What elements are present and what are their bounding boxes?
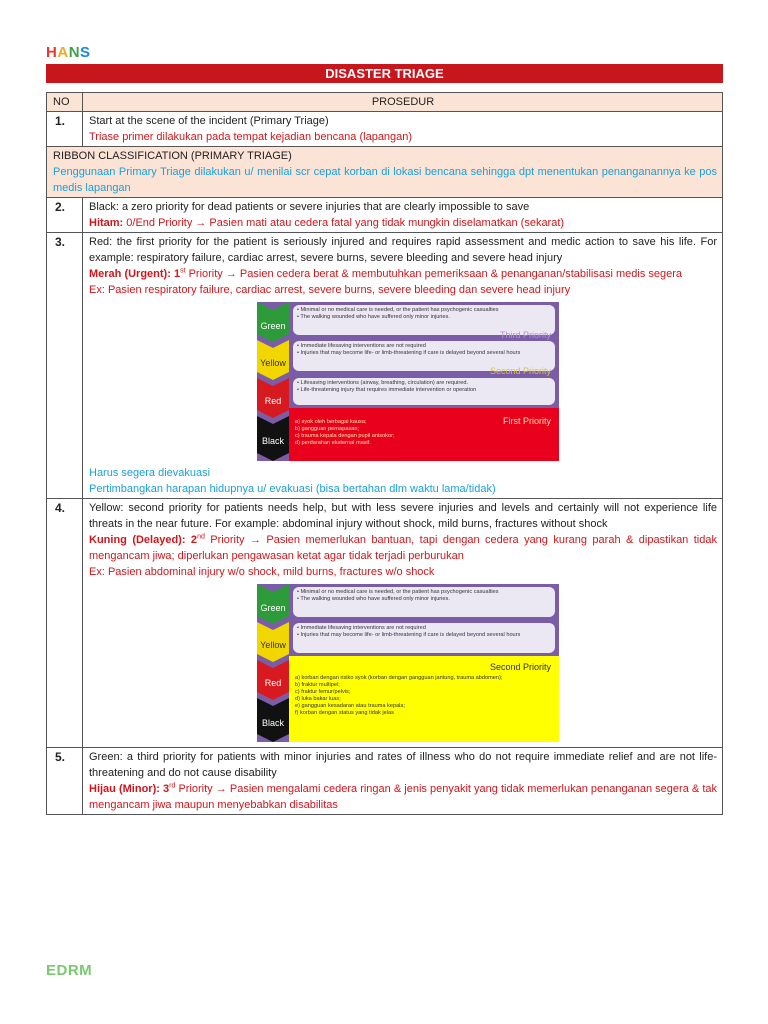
yellow-criteria xyxy=(293,623,555,653)
criteria-line: e) gangguan kesadaran atau trauma kepala; xyxy=(295,703,406,709)
row-en-text: Black: a zero priority for dead patients or severe injuries that are clearly impossible to save xyxy=(89,201,530,213)
table-row xyxy=(47,198,723,233)
row-content xyxy=(83,198,723,233)
row-note: Pertimbangkan harapan hidupnya u/ evakuasi (bisa bertahan dlm waktu lama/tidak) xyxy=(89,483,496,495)
col-no-header: NO xyxy=(47,93,83,112)
priority-ordinal-suffix: rd xyxy=(169,782,176,790)
table-row xyxy=(47,112,723,147)
row-id-text xyxy=(89,266,717,282)
logo-letter: H xyxy=(46,44,58,61)
row-en-text: Red: the first priority for the patient is seriously injured and requires rapid assessment and medic action to save his life. For example: respiratory failure, cardiac arrest, severe burns, severe bleeding and severe head injury xyxy=(89,236,717,264)
row-content xyxy=(83,233,723,499)
triage-image-first-priority xyxy=(257,302,559,461)
priority-ordinal-suffix: st xyxy=(180,267,186,275)
priority-label: Merah (Urgent): xyxy=(89,268,171,280)
ribbon-cell xyxy=(47,147,723,198)
ribbon-title: RIBBON CLASSIFICATION (PRIMARY TRIAGE) xyxy=(53,150,292,162)
row-number: 4. xyxy=(47,499,83,748)
priority-label: Hijau (Minor): xyxy=(89,783,160,795)
label-green: Green xyxy=(260,603,286,613)
table-row xyxy=(47,499,723,748)
priority-desc: Priority → Pasien cedera berat & membutuhkan pemeriksaan & penanganan/stabilisasi medis segera xyxy=(185,268,683,280)
second-priority-label: Second Priority xyxy=(489,366,551,376)
logo-letter: A xyxy=(57,44,69,61)
row-en-text: Start at the scene of the incident (Primary Triage) xyxy=(89,115,329,127)
third-priority-label: Third Priority xyxy=(499,330,551,340)
criteria-line: a) korban dengan risiko syok (korban dengan gangguan jantung, trauma abdomen); xyxy=(295,675,503,681)
second-priority-label: Second Priority xyxy=(489,662,551,672)
criteria-line: • The walking wounded who have suffered only minor injuries. xyxy=(297,596,450,602)
criteria-line: • Minimal or no medical care is needed, or the patient has psychogenic casualties xyxy=(297,589,499,595)
row-en-text: Green: a third priority for patients with minor injuries and rates of illness who do not require immediate relief and are not life-threatening and do not cause disability xyxy=(89,751,717,779)
priority-ordinal-suffix: nd xyxy=(197,533,205,541)
criteria-line: d) perdarahan eksternal masif. xyxy=(295,440,371,446)
criteria-line: d) luka bakar luas; xyxy=(295,696,341,702)
hans-logo xyxy=(46,44,91,61)
ribbon-desc: Penggunaan Primary Triage dilakukan u/ menilai scr cepat korban di lokasi bencana sehingga dpt menentukan penanganannya ke pos medis lapangan xyxy=(53,166,717,194)
row-content xyxy=(83,748,723,815)
priority-ordinal: 1 xyxy=(170,268,181,280)
row-en-text: Yellow: second priority for patients needs help, but with less severe injuries and levels and certainly will not experience life threats in the near future. For example: abdominal injury without shock, mild burns, fractures without shock xyxy=(89,502,717,530)
page-title: DISASTER TRIAGE xyxy=(46,64,723,83)
table-header xyxy=(47,93,723,112)
criteria-line: • The walking wounded who have suffered only minor injuries. xyxy=(297,314,450,320)
red-criteria xyxy=(293,378,555,405)
label-yellow: Yellow xyxy=(260,640,286,650)
row-id-text xyxy=(89,215,717,231)
criteria-line: f) korban dengan status yang tidak jelas xyxy=(295,710,394,716)
criteria-line: • Injuries that may become life- or limb-threatening if care is delayed beyond several hours xyxy=(297,350,521,356)
criteria-line: • Injuries that may become life- or limb-threatening if care is delayed beyond several hours xyxy=(297,632,521,638)
row-number: 3. xyxy=(47,233,83,499)
criteria-line: b) fraktur multipel; xyxy=(295,682,340,688)
row-number: 1. xyxy=(47,112,83,147)
priority-ordinal: 3 xyxy=(159,783,170,795)
row-example: Ex: Pasien abdominal injury w/o shock, mild burns, fractures w/o shock xyxy=(89,566,435,578)
logo-letter: S xyxy=(80,44,91,61)
criteria-line: c) fraktur femur/pelvis; xyxy=(295,689,351,695)
row-number: 5. xyxy=(47,748,83,815)
label-black: Black xyxy=(261,718,284,728)
label-black: Black xyxy=(261,436,284,446)
triage-image-second-priority xyxy=(257,584,559,742)
criteria-line: • Life-threatening injury that requires immediate intervention or operation xyxy=(297,387,477,393)
row-id-text xyxy=(89,781,717,813)
priority-desc: Priority → Pasien memerlukan bantuan, tapi dengan cedera yang kurang parah & dipastikan tidak mengancam jiwa; diperlukan pengawasan ketat agar tidak terjadi perburukan xyxy=(89,534,717,562)
logo-letter: N xyxy=(68,44,81,61)
row-note: Harus segera dievakuasi xyxy=(89,467,211,479)
label-yellow: Yellow xyxy=(260,358,286,368)
label-green: Green xyxy=(260,321,286,331)
row-content xyxy=(83,499,723,748)
row-example: Ex: Pasien respiratory failure, cardiac arrest, severe burns, severe bleeding dan severe head injury xyxy=(89,284,571,296)
col-proc-header: PROSEDUR xyxy=(83,93,723,112)
priority-desc: 0/End Priority → Pasien mati atau cedera fatal yang tidak mungkin diselamatkan (sekarat) xyxy=(123,217,565,229)
row-id-text: Triase primer dilakukan pada tempat kejadian bencana (lapangan) xyxy=(89,131,413,143)
label-red: Red xyxy=(264,678,282,688)
priority-ordinal: 2 xyxy=(185,534,198,546)
edrm-footer-logo: EDRM xyxy=(46,962,93,979)
green-criteria xyxy=(293,587,555,617)
first-priority-label: First Priority xyxy=(503,416,551,426)
criteria-line: • Immediate lifesaving interventions are not required xyxy=(297,625,426,631)
label-red: Red xyxy=(264,396,282,406)
row-id-text xyxy=(89,532,717,564)
row-number: 2. xyxy=(47,198,83,233)
criteria-line: a) syok oleh berbagai kausa; xyxy=(295,419,367,425)
priority-label: Hitam: xyxy=(89,217,124,229)
criteria-line: • Immediate lifesaving interventions are not required xyxy=(297,343,426,349)
criteria-line: b) gangguan pernapasan; xyxy=(295,426,360,432)
ribbon-row xyxy=(47,147,723,198)
table-row xyxy=(47,748,723,815)
priority-label: Kuning (Delayed): xyxy=(89,534,186,546)
triage-table xyxy=(46,92,723,815)
priority-desc: Priority → Pasien mengalami cedera ringan & jenis penyakit yang tidak memerlukan penanganan segera & tak mengancam jiwa maupun menyebabkan disabilitas xyxy=(89,783,717,811)
criteria-line: • Minimal or no medical care is needed, or the patient has psychogenic casualties xyxy=(297,307,499,313)
row-content xyxy=(83,112,723,147)
table-row xyxy=(47,233,723,499)
criteria-line: • Lifesaving interventions (airway, breathing, circulation) are required. xyxy=(297,380,468,386)
criteria-line: c) trauma kepala dengan pupil anisokor; xyxy=(295,433,395,439)
